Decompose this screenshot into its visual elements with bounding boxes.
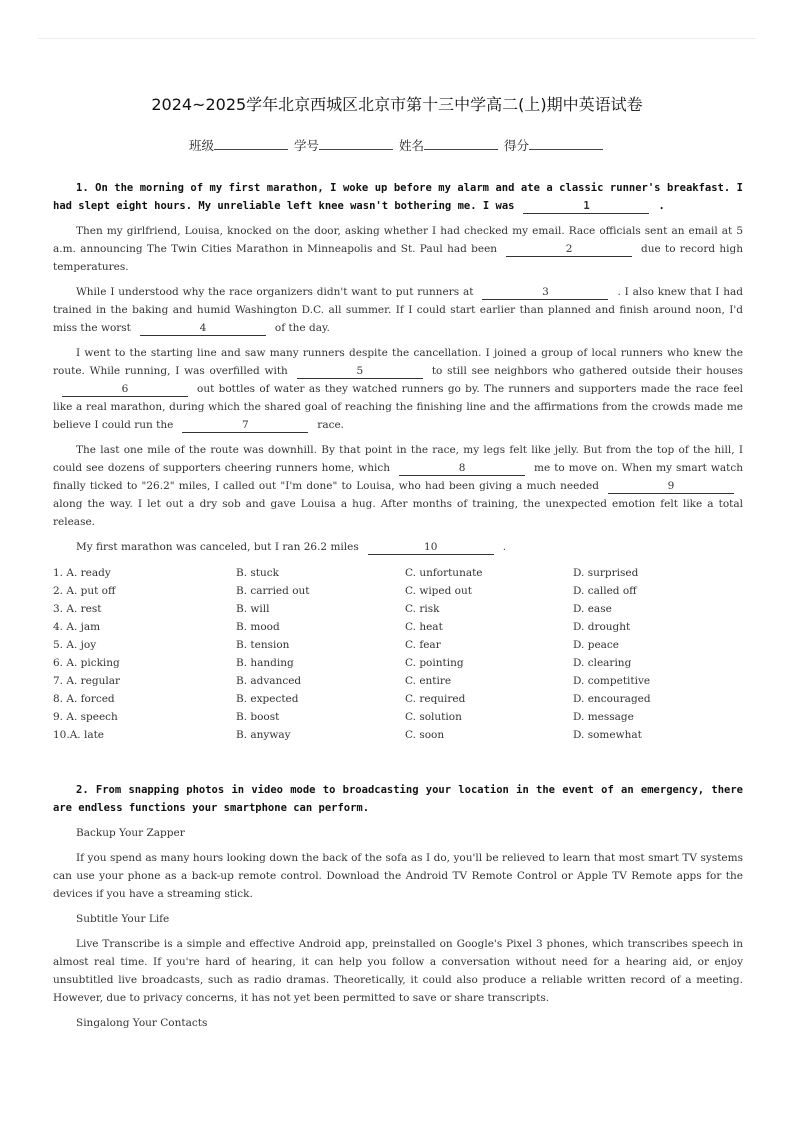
- name-label: 姓名: [398, 138, 424, 153]
- option-b[interactable]: B. mood: [236, 621, 280, 633]
- cloze-blank-3[interactable]: 3: [482, 286, 608, 300]
- option-c[interactable]: C. fear: [405, 639, 441, 651]
- option-c[interactable]: C. required: [405, 693, 466, 705]
- option-a[interactable]: 8. A. forced: [53, 693, 115, 705]
- option-c[interactable]: C. unfortunate: [405, 567, 483, 579]
- option-row: [53, 564, 743, 582]
- option-d[interactable]: D. message: [573, 711, 634, 723]
- option-d[interactable]: D. clearing: [573, 657, 632, 669]
- option-c[interactable]: C. wiped out: [405, 585, 472, 597]
- option-c[interactable]: C. pointing: [405, 657, 464, 669]
- option-row: [53, 582, 743, 600]
- option-row: [53, 672, 743, 690]
- option-c[interactable]: C. risk: [405, 603, 440, 615]
- option-d[interactable]: D. peace: [573, 639, 620, 651]
- option-b[interactable]: B. boost: [236, 711, 280, 723]
- option-a[interactable]: 2. A. put off: [53, 585, 116, 597]
- question-1-paragraph: The last one mile of the route was downhill. By that point in the race, my legs felt like jelly. But from the top of the hill, I could see dozens of supporters cheering runners home, which 8 me to move on. When my smart watch finally ticked to "26.2" miles, I called out "I'm done" to Louisa, who had been giving a much needed 9along the way. I let out a dry sob and gave Louisa a hug. After months of training, the unexpected emotion felt like a total release.: [53, 444, 743, 528]
- option-row: [53, 726, 743, 744]
- option-row: [53, 690, 743, 708]
- class-label: 班级: [188, 138, 214, 153]
- option-row: [53, 618, 743, 636]
- option-b[interactable]: B. anyway: [236, 729, 291, 741]
- option-b[interactable]: B. will: [236, 603, 270, 615]
- section-heading: Singalong Your Contacts: [76, 1017, 208, 1029]
- option-d[interactable]: D. somewhat: [573, 729, 642, 741]
- option-d[interactable]: D. competitive: [573, 675, 651, 687]
- question-2-heading: 2. From snapping photos in video mode to broadcasting your location in the event of an emergency, there are endless functions your smartphone can perform.: [53, 784, 743, 814]
- cloze-blank-8[interactable]: 8: [399, 462, 525, 476]
- option-b[interactable]: B. carried out: [236, 585, 310, 597]
- option-row: [53, 654, 743, 672]
- option-c[interactable]: C. solution: [405, 711, 462, 723]
- question-2-paragraph: Live Transcribe is a simple and effective Android app, preinstalled on Google's Pixel 3 phones, which transcribes speech in almost real time. If you're hard of hearing, it can help you follow a conversation without need for a hearing aid, or enjoy unsubtitled live broadcasts, such as radio dramas. Theoretically, it could also produce a reliable written record of a meeting. However, due to privacy concerns, it has not yet been permitted to save or share transcripts.: [53, 938, 743, 1004]
- question-1-heading: 1. On the morning of my first marathon, I woke up before my alarm and ate a classic runner's breakfast. I had slept eight hours. My unreliable left knee wasn't bothering me. I was 1 .: [53, 182, 743, 212]
- option-d[interactable]: D. drought: [573, 621, 631, 633]
- student-id-blank[interactable]: [319, 138, 393, 150]
- student-info-line: [0, 136, 794, 154]
- page-title: 2024~2025学年北京西城区北京市第十三中学高二(上)期中英语试卷: [151, 95, 643, 114]
- cloze-blank-9[interactable]: 9: [608, 480, 734, 494]
- option-row: [53, 708, 743, 726]
- answer-options: [53, 564, 743, 744]
- question-1-paragraph: My first marathon was canceled, but I ran 26.2 miles 10 .: [76, 541, 507, 553]
- score-blank[interactable]: [529, 138, 603, 150]
- option-a[interactable]: 6. A. picking: [53, 657, 120, 669]
- exam-content: [53, 179, 743, 1032]
- option-b[interactable]: B. advanced: [236, 675, 302, 687]
- option-a[interactable]: 7. A. regular: [53, 675, 120, 687]
- question-1-paragraph: While I understood why the race organizers didn't want to put runners at 3 . I also knew that I had trained in the baking and humid Washington D.C. all summer. If I could start earlier than planned and finish around noon, I'd miss the worst 4 of the day.: [53, 286, 743, 334]
- cloze-blank-7[interactable]: 7: [182, 419, 308, 433]
- option-d[interactable]: D. called off: [573, 585, 637, 597]
- section-heading: Backup Your Zapper: [76, 827, 185, 839]
- name-blank[interactable]: [424, 138, 498, 150]
- option-a[interactable]: 4. A. jam: [53, 621, 101, 633]
- option-a[interactable]: 1. A. ready: [53, 567, 111, 579]
- option-row: [53, 636, 743, 654]
- option-b[interactable]: B. tension: [236, 639, 290, 651]
- option-d[interactable]: D. ease: [573, 603, 612, 615]
- option-c[interactable]: C. entire: [405, 675, 452, 687]
- class-blank[interactable]: [214, 138, 288, 150]
- option-d[interactable]: D. encouraged: [573, 693, 651, 705]
- student-id-label: 学号: [293, 138, 319, 153]
- option-a[interactable]: 10.A. late: [53, 729, 105, 741]
- option-c[interactable]: C. soon: [405, 729, 445, 741]
- option-b[interactable]: B. stuck: [236, 567, 280, 579]
- option-b[interactable]: B. handing: [236, 657, 294, 669]
- option-a[interactable]: 9. A. speech: [53, 711, 118, 723]
- option-a[interactable]: 3. A. rest: [53, 603, 102, 615]
- cloze-blank-4[interactable]: 4: [140, 322, 266, 336]
- option-b[interactable]: B. expected: [236, 693, 299, 705]
- top-divider: [38, 38, 756, 39]
- option-a[interactable]: 5. A. joy: [53, 639, 97, 651]
- cloze-blank-6[interactable]: 6: [62, 383, 188, 397]
- section-heading: Subtitle Your Life: [76, 913, 170, 925]
- option-row: [53, 600, 743, 618]
- cloze-blank-10[interactable]: 10: [368, 541, 494, 555]
- cloze-blank-1[interactable]: 1: [523, 200, 649, 214]
- option-c[interactable]: C. heat: [405, 621, 443, 633]
- score-label: 得分: [503, 138, 529, 153]
- question-2-paragraph: If you spend as many hours looking down the back of the sofa as I do, you'll be relieved to learn that most smart TV systems can use your phone as a back-up remote control. Download the Android TV Remote Control or Apple TV Remote apps for the devices if you have a streaming stick.: [53, 852, 743, 900]
- option-d[interactable]: D. surprised: [573, 567, 639, 579]
- cloze-blank-2[interactable]: 2: [506, 243, 632, 257]
- question-1-paragraph: Then my girlfriend, Louisa, knocked on the door, asking whether I had checked my email. Race officials sent an email at 5 a.m. announcing The Twin Cities Marathon in Minneapolis and St. Paul had been 2 due to record high temperatures.: [53, 225, 743, 273]
- cloze-blank-5[interactable]: 5: [297, 365, 423, 379]
- question-1-paragraph: I went to the starting line and saw many runners despite the cancellation. I joined a group of local runners who knew the route. While running, I was overfilled with 5 to still see neighbors who gathered outside their houses6 out bottles of water as they watched runners go by. The runners and supporters made the race feel like a real marathon, during which the shared goal of reaching the finishing line and the affirmations from the crowds made me believe I could run the 7 race.: [53, 347, 744, 431]
